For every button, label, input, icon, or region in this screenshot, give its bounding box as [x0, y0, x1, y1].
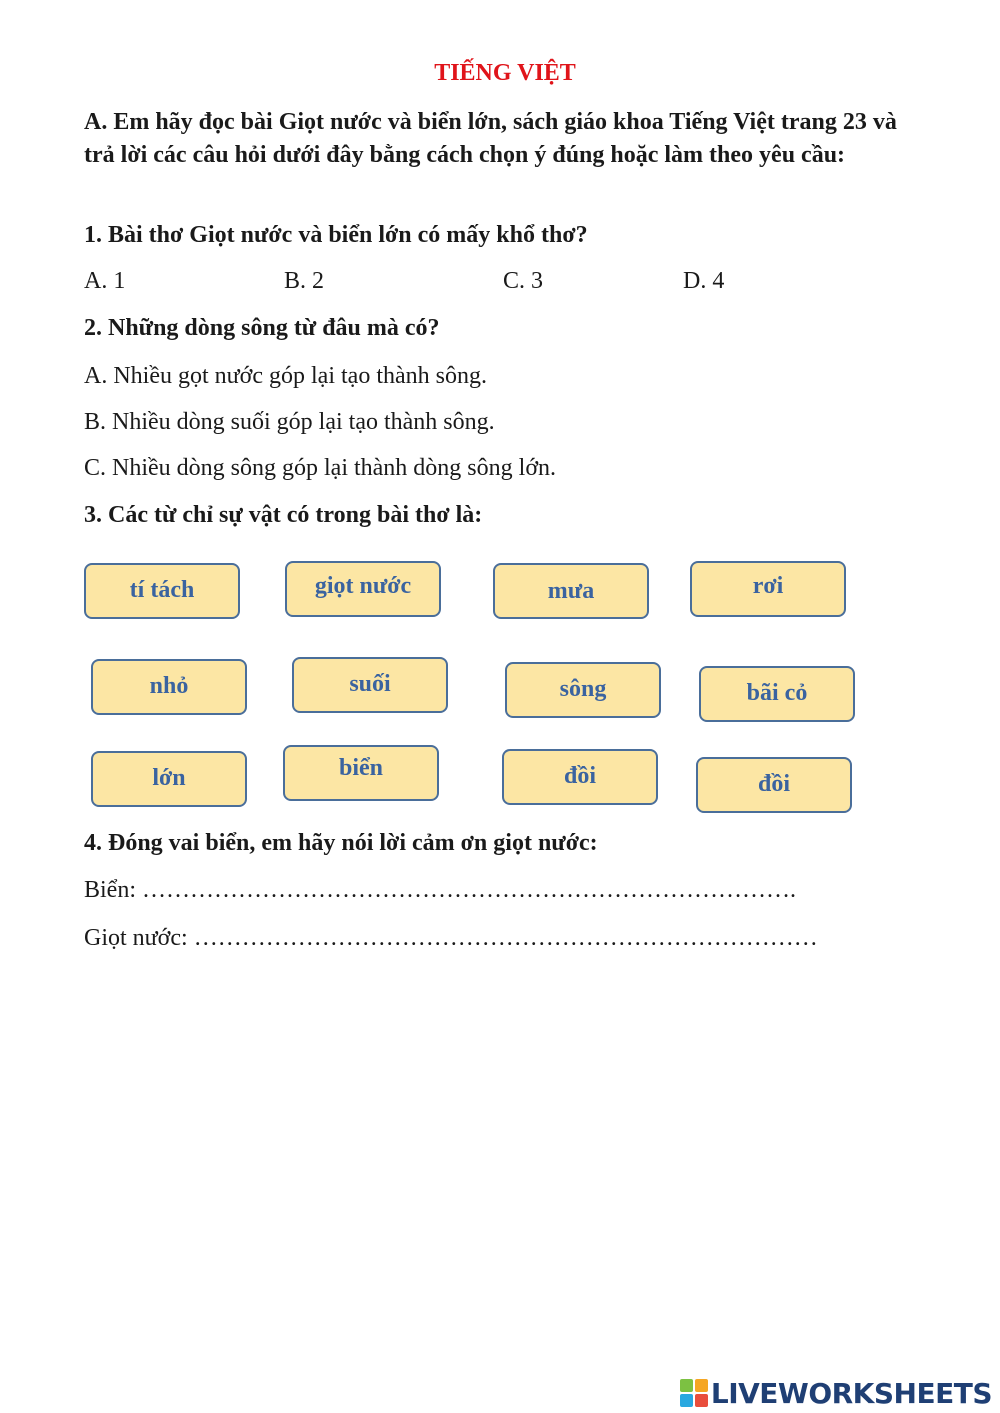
word-chip[interactable]: đồi: [696, 757, 852, 813]
word-chip[interactable]: rơi: [690, 561, 846, 617]
q1-option-b[interactable]: B. 2: [284, 268, 325, 294]
question-3: 3. Các từ chỉ sự vật có trong bài thơ là:: [84, 502, 483, 528]
q2-option-b[interactable]: B. Nhiều dòng suối góp lại tạo thành sông.: [84, 409, 495, 435]
q1-option-d[interactable]: D. 4: [683, 268, 725, 294]
answer-line-bien[interactable]: Biển: ……………………………………………………………………….: [84, 877, 796, 903]
page-title: TIẾNG VIỆT: [434, 60, 576, 86]
word-chip[interactable]: tí tách: [84, 563, 240, 619]
word-chip[interactable]: sông: [505, 662, 661, 718]
word-chip[interactable]: bãi cỏ: [699, 666, 855, 722]
question-2: 2. Những dòng sông từ đâu mà có?: [84, 315, 440, 341]
liveworksheets-logo-text: LIVEWORKSHEETS: [710, 1376, 992, 1410]
liveworksheets-logo: [679, 1376, 992, 1410]
word-chip[interactable]: suối: [292, 657, 448, 713]
q1-option-c[interactable]: C. 3: [503, 268, 544, 294]
word-chip[interactable]: lớn: [91, 751, 247, 807]
instructions: A. Em hãy đọc bài Giọt nước và biển lớn, sách giáo khoa Tiếng Việt trang 23 và trả lời các câu hỏi dưới đây bằng cách chọn ý đúng hoặc làm theo yêu cầu:: [84, 109, 897, 168]
q1-option-a[interactable]: A. 1: [84, 268, 126, 294]
question-4: 4. Đóng vai biển, em hãy nói lời cảm ơn giọt nước:: [84, 830, 598, 856]
q2-option-c[interactable]: C. Nhiều dòng sông góp lại thành dòng sông lớn.: [84, 455, 557, 481]
word-chip[interactable]: mưa: [493, 563, 649, 619]
q2-option-a[interactable]: A. Nhiều gọt nước góp lại tạo thành sông.: [84, 363, 487, 389]
word-chip[interactable]: biển: [283, 745, 439, 801]
word-chip[interactable]: đồi: [502, 749, 658, 805]
word-chip[interactable]: giọt nước: [285, 561, 441, 617]
answer-line-giot-nuoc[interactable]: Giọt nước: ……………………………………………………………………: [84, 925, 818, 951]
liveworksheets-logo-icon: [679, 1378, 709, 1408]
question-1: 1. Bài thơ Giọt nước và biển lớn có mấy khổ thơ?: [84, 222, 588, 248]
word-chip[interactable]: nhỏ: [91, 659, 247, 715]
